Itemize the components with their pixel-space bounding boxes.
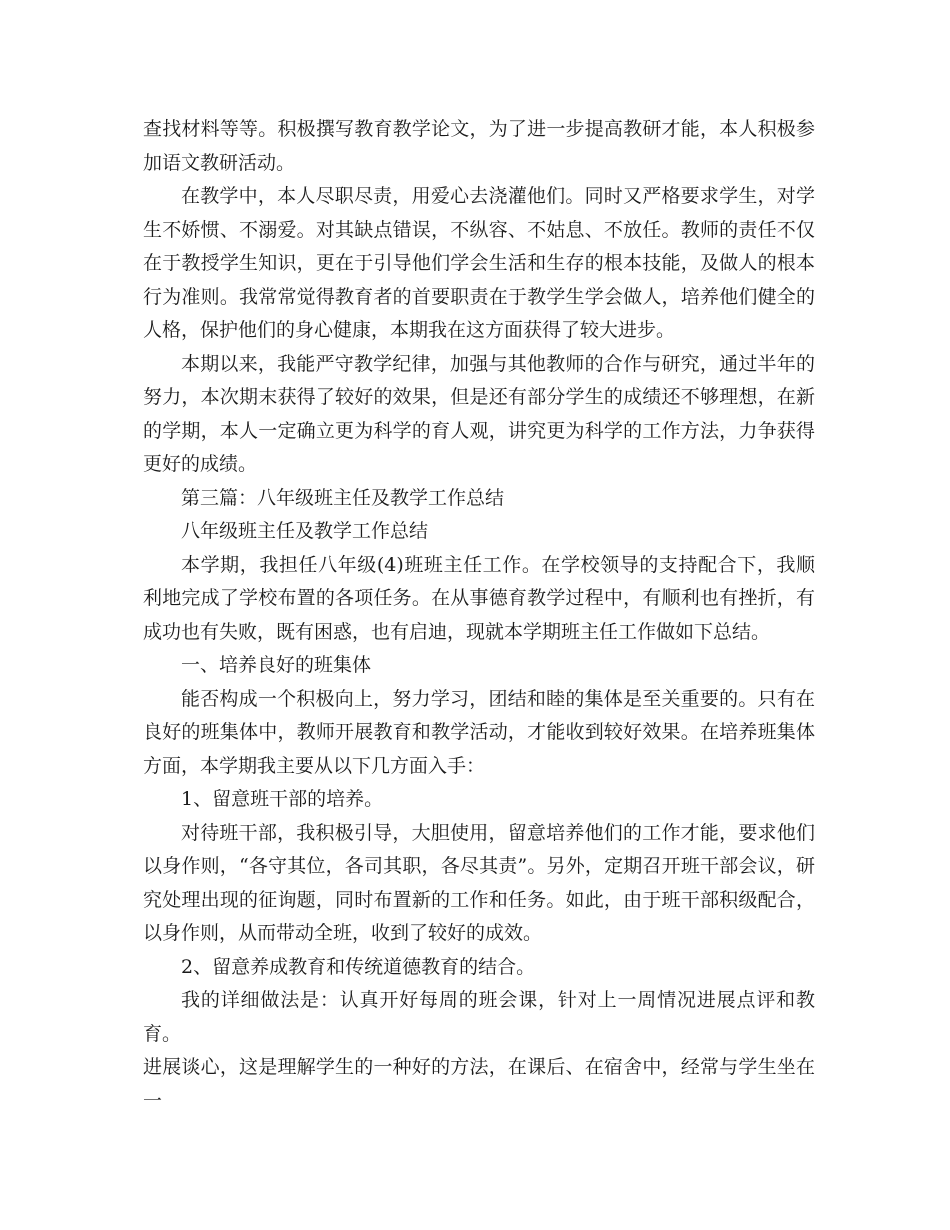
paragraph: 本学期，我担任八年级(4)班班主任工作。在学校领导的支持配合下，我顺利地完成了学校布置的各项任务。在从事德育教学过程中，有顺利也有挫折，有成功也有失败，既有困惑，也有启迪，现就本学期班主任工作做如下总结。 [143, 553, 815, 643]
section-heading: 第三篇：八年级班主任及教学工作总结 [181, 486, 505, 509]
subheading: 一、培养良好的班集体 [181, 654, 372, 676]
paragraph: 对待班干部，我积极引导，大胆使用，留意培养他们的工作才能，要求他们以身作则，“各守其位，各司其职，各尽其责”。另外，定期召开班干部会议，研究处理出现的征询题，同时布置新的工作和任务。如此，由于班干部积级配合，以身作则，从而带动全班，收到了较好的成效。 [143, 821, 815, 944]
paragraph: 进展谈心，这是理解学生的一种好的方法，在课后、在宿舍中，经常与学生坐在一 [143, 1056, 815, 1112]
subheading: 2、留意养成教育和传统道德教育的结合。 [181, 955, 536, 978]
paragraph: 能否构成一个积极向上，努力学习，团结和睦的集体是至关重要的。只有在良好的班集体中，教师开展教育和教学活动，才能收到较好效果。在培养班集体方面，本学期我主要从以下几方面入手： [143, 687, 815, 777]
paragraph: 本期以来，我能严守教学纪律，加强与其他教师的合作与研究，通过半年的努力，本次期末获得了较好的效果，但是还有部分学生的成绩还不够理想，在新的学期，本人一定确立更为科学的育人观，讲究更为科学的工作方法，力争获得更好的成绩。 [143, 352, 815, 475]
paragraph: 查找材料等等。积极撰写教育教学论文，为了进一步提高教研才能，本人积极参加语文教研活动。 [143, 118, 815, 174]
section-title: 八年级班主任及教学工作总结 [181, 520, 429, 542]
subheading: 1、留意班干部的培养。 [181, 788, 384, 810]
paragraph: 在教学中，本人尽职尽责，用爱心去浇灌他们。同时又严格要求学生，对学生不娇惯、不溺爱。对其缺点错误，不纵容、不姑息、不放任。教师的责任不仅在于教授学生知识，更在于引导他们学会生活和生存的根本技能，及做人的根本行为准则。我常常觉得教育者的首要职责在于教学生学会做人，培养他们健全的人格，保护他们的身心健康，本期我在这方面获得了较大进步。 [143, 185, 815, 341]
document-body [143, 113, 815, 1118]
paragraph: 我的详细做法是：认真开好每周的班会课，针对上一周情况进展点评和教育。 [143, 989, 815, 1045]
